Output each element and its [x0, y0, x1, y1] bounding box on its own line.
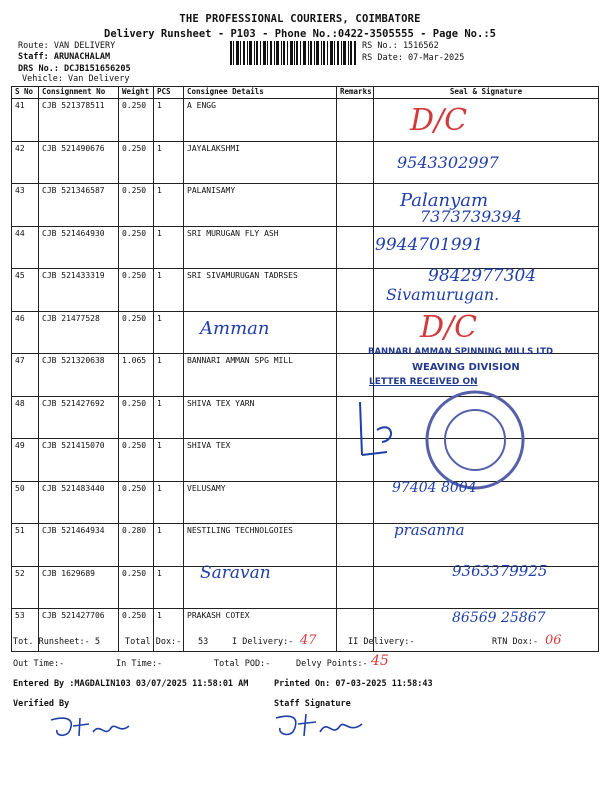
- tot-runsheet: Tot. Runsheet:- 5: [13, 637, 100, 647]
- cell-weight: 0.250: [119, 566, 154, 609]
- cell-sno: 50: [12, 481, 39, 524]
- col-weight: Weight: [119, 87, 154, 99]
- cell-weight: 0.250: [119, 439, 154, 482]
- col-remarks: Remarks: [337, 87, 374, 99]
- cell-consignee: SHIVA TEX YARN: [184, 396, 337, 439]
- table-row: [12, 99, 599, 142]
- cell-sno: 47: [12, 354, 39, 397]
- staff-signature-mark: [270, 710, 370, 742]
- cell-consignee: A ENGG: [184, 99, 337, 142]
- cell-remarks: [337, 184, 374, 227]
- cell-pcs: 1: [154, 609, 184, 652]
- handwritten-phone-44: 9944701991: [375, 235, 484, 255]
- cell-remarks: [337, 566, 374, 609]
- cell-consignee: SRI MURUGAN FLY ASH: [184, 226, 337, 269]
- round-seal: [420, 385, 530, 495]
- cell-pcs: 1: [154, 141, 184, 184]
- cell-remarks: [337, 99, 374, 142]
- signature-icon: [45, 712, 135, 742]
- cell-weight: 0.250: [119, 396, 154, 439]
- cell-consignment: CJB 1629689: [39, 566, 119, 609]
- cell-remarks: [337, 524, 374, 567]
- scribble-icon: [352, 400, 412, 460]
- cell-sno: 52: [12, 566, 39, 609]
- rs-number: RS No.: 1516562: [362, 41, 439, 51]
- rs-date: RS Date: 07-Mar-2025: [362, 53, 465, 63]
- printed-on: Printed On: 07-03-2025 11:58:43: [274, 679, 433, 689]
- cell-consignment: CJB 521427692: [39, 396, 119, 439]
- cell-pcs: 1: [154, 524, 184, 567]
- cell-consignee: SRI SIVAMURUGAN TADRSES: [184, 269, 337, 312]
- cell-consignee: JAYALAKSHMI: [184, 141, 337, 184]
- cell-consignment: CJB 521433319: [39, 269, 119, 312]
- cell-consignment: CJB 521415070: [39, 439, 119, 482]
- cell-remarks: [337, 269, 374, 312]
- handwritten-phone-53: 86569 25867: [452, 610, 546, 626]
- cell-consignment: CJB 521346587: [39, 184, 119, 227]
- cell-pcs: 1: [154, 269, 184, 312]
- handwritten-phone-50: 97404 8004: [392, 480, 477, 496]
- cell-remarks: [337, 141, 374, 184]
- cell-weight: 0.280: [119, 524, 154, 567]
- cell-consignee: SHIVA TEX: [184, 439, 337, 482]
- cell-weight: 0.250: [119, 226, 154, 269]
- cell-consignee: PALANISAMY: [184, 184, 337, 227]
- i-delivery-value: 47: [300, 633, 317, 648]
- runsheet-subtitle: Delivery Runsheet - P103 - Phone No.:0422-3505555 - Page No.:5: [104, 28, 496, 40]
- stamp-division: WEAVING DIVISION: [412, 362, 520, 373]
- total-pod: Total POD:-: [214, 659, 271, 669]
- handwritten-dl-41: D/C: [410, 103, 468, 138]
- cell-sno: 51: [12, 524, 39, 567]
- cell-consignment: CJB 521320638: [39, 354, 119, 397]
- signature-icon: [270, 710, 370, 742]
- barcode-graphic: [230, 41, 356, 65]
- cell-remarks: [337, 481, 374, 524]
- cell-pcs: 1: [154, 354, 184, 397]
- delvy-points-value: 45: [371, 653, 389, 669]
- cell-pcs: 1: [154, 481, 184, 524]
- cell-weight: 0.250: [119, 311, 154, 354]
- cell-consignee: VELUSAMY: [184, 481, 337, 524]
- cell-pcs: 1: [154, 226, 184, 269]
- cell-consignee: BANNARI AMMAN SPG MILL: [184, 354, 337, 397]
- ii-delivery-label: II Delivery:-: [348, 637, 415, 647]
- cell-weight: 0.250: [119, 99, 154, 142]
- cell-weight: 0.250: [119, 269, 154, 312]
- table-row: [12, 524, 599, 567]
- cell-consignment: CJB 521490676: [39, 141, 119, 184]
- stamp-company: BANNARI AMMAN SPINNING MILLS LTD: [368, 347, 554, 357]
- handwritten-prasanna: prasanna: [394, 521, 465, 539]
- i-delivery-label: I Delivery:-: [232, 637, 294, 647]
- cell-sno: 49: [12, 439, 39, 482]
- handwritten-phone-43: 7373739394: [420, 207, 522, 226]
- total-dox-value: 53: [198, 637, 209, 647]
- cell-weight: 0.250: [119, 184, 154, 227]
- handwritten-saravan: Saravan: [200, 563, 271, 583]
- cell-consignment: CJB 21477528: [39, 311, 119, 354]
- handwritten-phone-42: 9543302997: [397, 153, 499, 172]
- col-consignee: Consignee Details: [184, 87, 337, 99]
- rtn-dox-label: RTN Dox:-: [492, 637, 539, 647]
- cell-sno: 42: [12, 141, 39, 184]
- cell-pcs: 1: [154, 566, 184, 609]
- drs-number: DRS No.: DCJB151656205: [18, 64, 131, 74]
- verifier-signature: [45, 712, 135, 742]
- col-consignment: Consignment No: [39, 87, 119, 99]
- in-time: In Time:-: [116, 659, 163, 669]
- company-title: THE PROFESSIONAL COURIERS, COIMBATORE: [179, 13, 421, 25]
- vehicle-label: Vehicle: Van Delivery: [22, 74, 130, 84]
- staff-signature: Staff Signature: [274, 699, 351, 709]
- handwritten-amman: Amman: [200, 318, 270, 339]
- cell-pcs: 1: [154, 396, 184, 439]
- cell-consignment: CJB 521378511: [39, 99, 119, 142]
- cell-sno: 46: [12, 311, 39, 354]
- cell-consignment: CJB 521483440: [39, 481, 119, 524]
- col-pcs: PCS: [154, 87, 184, 99]
- cell-consignment: CJB 521464934: [39, 524, 119, 567]
- table-row: [12, 141, 599, 184]
- cell-pcs: 1: [154, 311, 184, 354]
- handwritten-sivamurugan: Sivamurugan.: [386, 285, 500, 304]
- signature-scribble-48: [352, 400, 412, 460]
- barcode: [230, 41, 356, 65]
- staff-label: Staff: ARUNACHALAM: [18, 52, 111, 62]
- cell-pcs: 1: [154, 99, 184, 142]
- cell-weight: 0.250: [119, 609, 154, 652]
- rtn-dox-value: 06: [545, 633, 562, 648]
- out-time: Out Time:-: [13, 659, 65, 669]
- cell-consignee: PRAKASH COTEX: [184, 609, 337, 652]
- col-seal: Seal & Signature: [374, 87, 599, 99]
- cell-pcs: 1: [154, 184, 184, 227]
- handwritten-dl-46: D/C: [420, 310, 478, 345]
- cell-weight: 0.250: [119, 481, 154, 524]
- round-seal-icon: [420, 385, 530, 495]
- cell-seal: [374, 99, 599, 142]
- col-sno: S No: [12, 87, 39, 99]
- route-label: Route: VAN DELIVERY: [18, 41, 116, 51]
- entered-by: Entered By :MAGDALIN103 03/07/2025 11:58:01 AM: [13, 679, 249, 689]
- cell-sno: 48: [12, 396, 39, 439]
- cell-sno: 43: [12, 184, 39, 227]
- stamp-received: LETTER RECEIVED ON: [369, 377, 478, 387]
- delvy-points-label: Delvy Points:-: [296, 659, 368, 669]
- total-dox-label: Total Dox:-: [125, 637, 182, 647]
- table-row: [12, 226, 599, 269]
- handwritten-phone-52: 9363379925: [452, 562, 548, 580]
- cell-sno: 45: [12, 269, 39, 312]
- cell-sno: 53: [12, 609, 39, 652]
- handwritten-palani: Palanyam: [400, 190, 489, 211]
- cell-remarks: [337, 354, 374, 397]
- cell-consignee: NESTILING TECHNOLGOIES: [184, 524, 337, 567]
- cell-pcs: 1: [154, 439, 184, 482]
- cell-weight: 1.065: [119, 354, 154, 397]
- cell-remarks: [337, 226, 374, 269]
- table-header-row: [12, 87, 599, 99]
- cell-consignment: CJB 521427706: [39, 609, 119, 652]
- cell-sno: 44: [12, 226, 39, 269]
- cell-consignment: CJB 521464930: [39, 226, 119, 269]
- cell-weight: 0.250: [119, 141, 154, 184]
- verified-by: Verified By: [13, 699, 70, 709]
- cell-sno: 41: [12, 99, 39, 142]
- handwritten-phone-45: 9842977304: [428, 266, 537, 286]
